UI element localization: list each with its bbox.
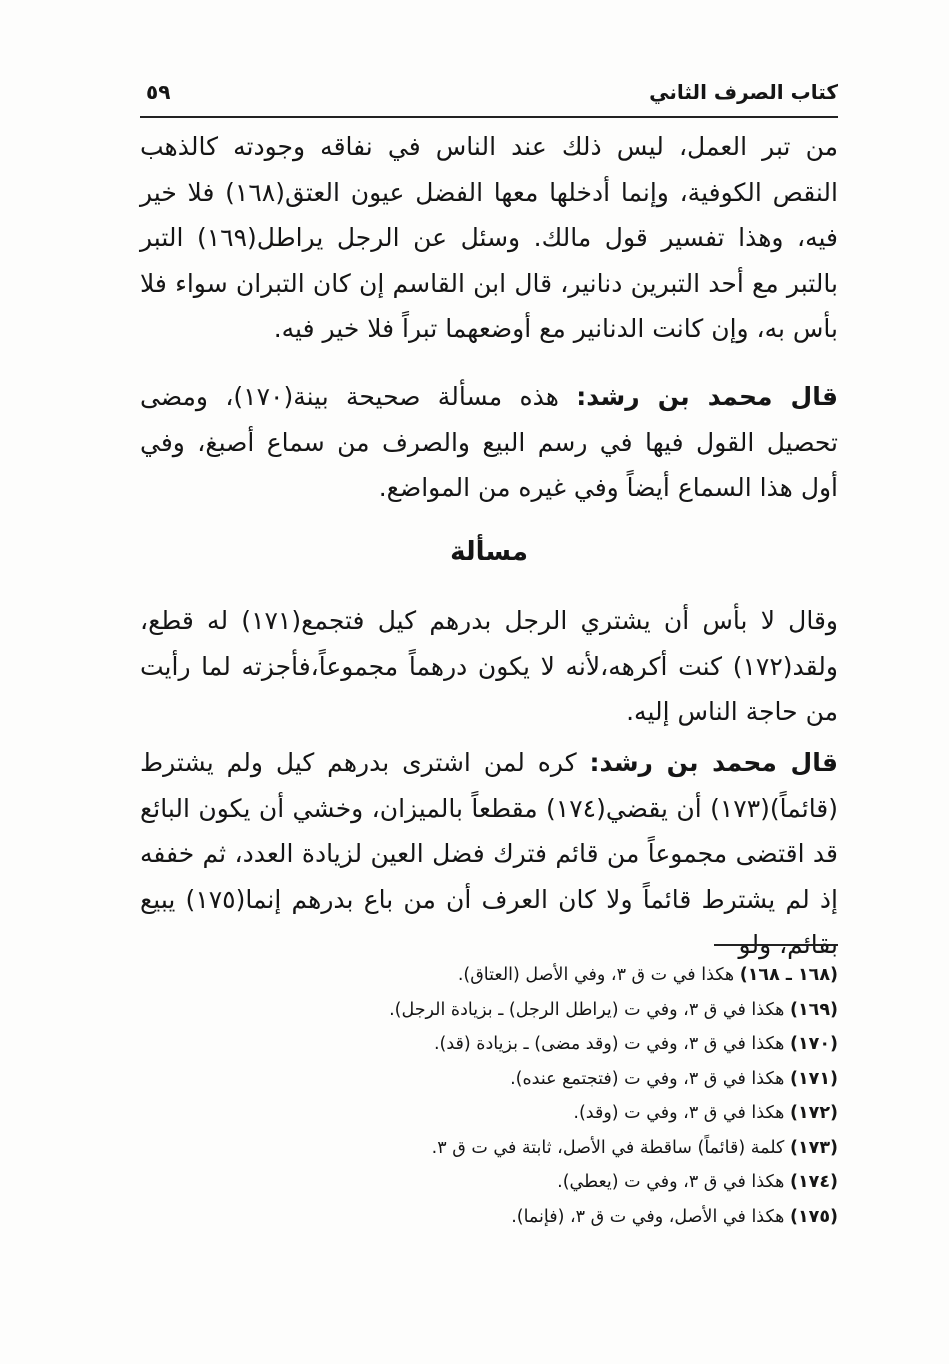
running-header [140,80,838,114]
paragraph-2 [140,374,838,511]
paragraph-4-text: كره لمن اشترى بدرهم كيل ولم يشترط (قائماً)(١٧٣) أن يقضي(١٧٤) مقطعاً بالميزان، وخشي أن يكون البائع قد اقتضى مجموعاً من قائم فترك فضل العين لزيادة العدد، ثم خففه إذ لم يشترط قائماً ولا كان العرف أن من باع بدرهم إنما(١٧٥) يبيع بقائم، ولو [140,748,839,959]
footnote-number: (١٧٣) [789,1137,838,1158]
footnote-text: هكذا في الأصل، وفي ت ق ٣، (فإنما). [511,1206,790,1227]
footnote-170 [200,1027,838,1062]
footnote-text: هكذا في ت ق ٣، وفي الأصل (العتاق). [457,965,740,985]
footnote-number: (١٧٠) [789,1034,838,1054]
footnote-173 [200,1131,838,1166]
footnote-171 [200,1062,838,1097]
header-rule [140,116,838,118]
paragraph-4-author: قال محمد بن رشد: [589,748,838,777]
footnotes [200,958,838,1234]
paragraph-4 [140,740,838,968]
paragraph-1: من تبر العمل، ليس ذلك عند الناس في نفاقه وجودته كالذهب النقص الكوفية، وإنما أدخلها معها الفضل عيون العتق(١٦٨) فلا خير فيه، وهذا تفسير قول مالك. وسئل عن الرجل يراطل(١٦٩) التبر بالتبر مع أحد التبرين دنانير، قال ابن القاسم إن كان التبران سواء فلا بأس به، وإن كانت الدنانير مع أوضعهما تبراً فلا خير فيه. [140,132,838,343]
running-title: كتاب الصرف الثاني [649,80,838,104]
footnote-text: هكذا في ق ٣، وفي ت (يعطي). [557,1172,790,1192]
paragraph-2-text: هذه مسألة صحيحة بينة(١٧٠)، ومضى تحصيل القول فيها في رسم البيع والصرف من سماع أصبغ، وفي أول هذا السماع أيضاً وفي غيره من المواضع. [140,382,838,502]
footnote-number: (١٧٥) [789,1206,838,1227]
footnote-174 [200,1165,838,1200]
footnote-number: (١٧٢) [789,1103,838,1123]
footnote-169 [200,993,838,1028]
page-number: ٥٩ [146,80,171,104]
footnote-168 [200,958,838,993]
footnote-number: (١٦٩) [789,999,838,1020]
paragraph-2-author: قال محمد بن رشد: [576,382,838,411]
footnote-text: هكذا في ق ٣، وفي ت (يراطل الرجل) ـ بزيادة الرجل). [389,999,790,1020]
footnote-172 [200,1096,838,1131]
footnote-rule [714,944,838,946]
paragraph-3: وقال لا بأس أن يشتري الرجل بدرهم كيل فتجمع(١٧١) له قطع، ولقد(١٧٢) كنت أكرهه،لأنه لا يكون درهماً مجموعاً،فأجزته لما رأيت من حاجة الناس إليه. [140,606,838,726]
footnote-number: (١٦٨ ـ ١٦٨) [739,965,838,985]
footnote-175 [200,1200,838,1235]
footnote-text: هكذا في ق ٣، وفي ت (وقد مضى) ـ بزيادة (قد). [433,1034,790,1054]
section-title: مسألة [450,537,528,567]
footnote-text: كلمة (قائماً) ساقطة في الأصل، ثابتة في ت ق ٣. [431,1137,790,1158]
footnote-text: هكذا في ق ٣، وفي ت (وقد). [573,1103,790,1123]
footnote-text: هكذا في ق ٣، وفي ت (فتجتمع عنده). [510,1068,790,1089]
footnote-number: (١٧٤) [789,1172,838,1192]
footnote-number: (١٧١) [789,1068,838,1089]
